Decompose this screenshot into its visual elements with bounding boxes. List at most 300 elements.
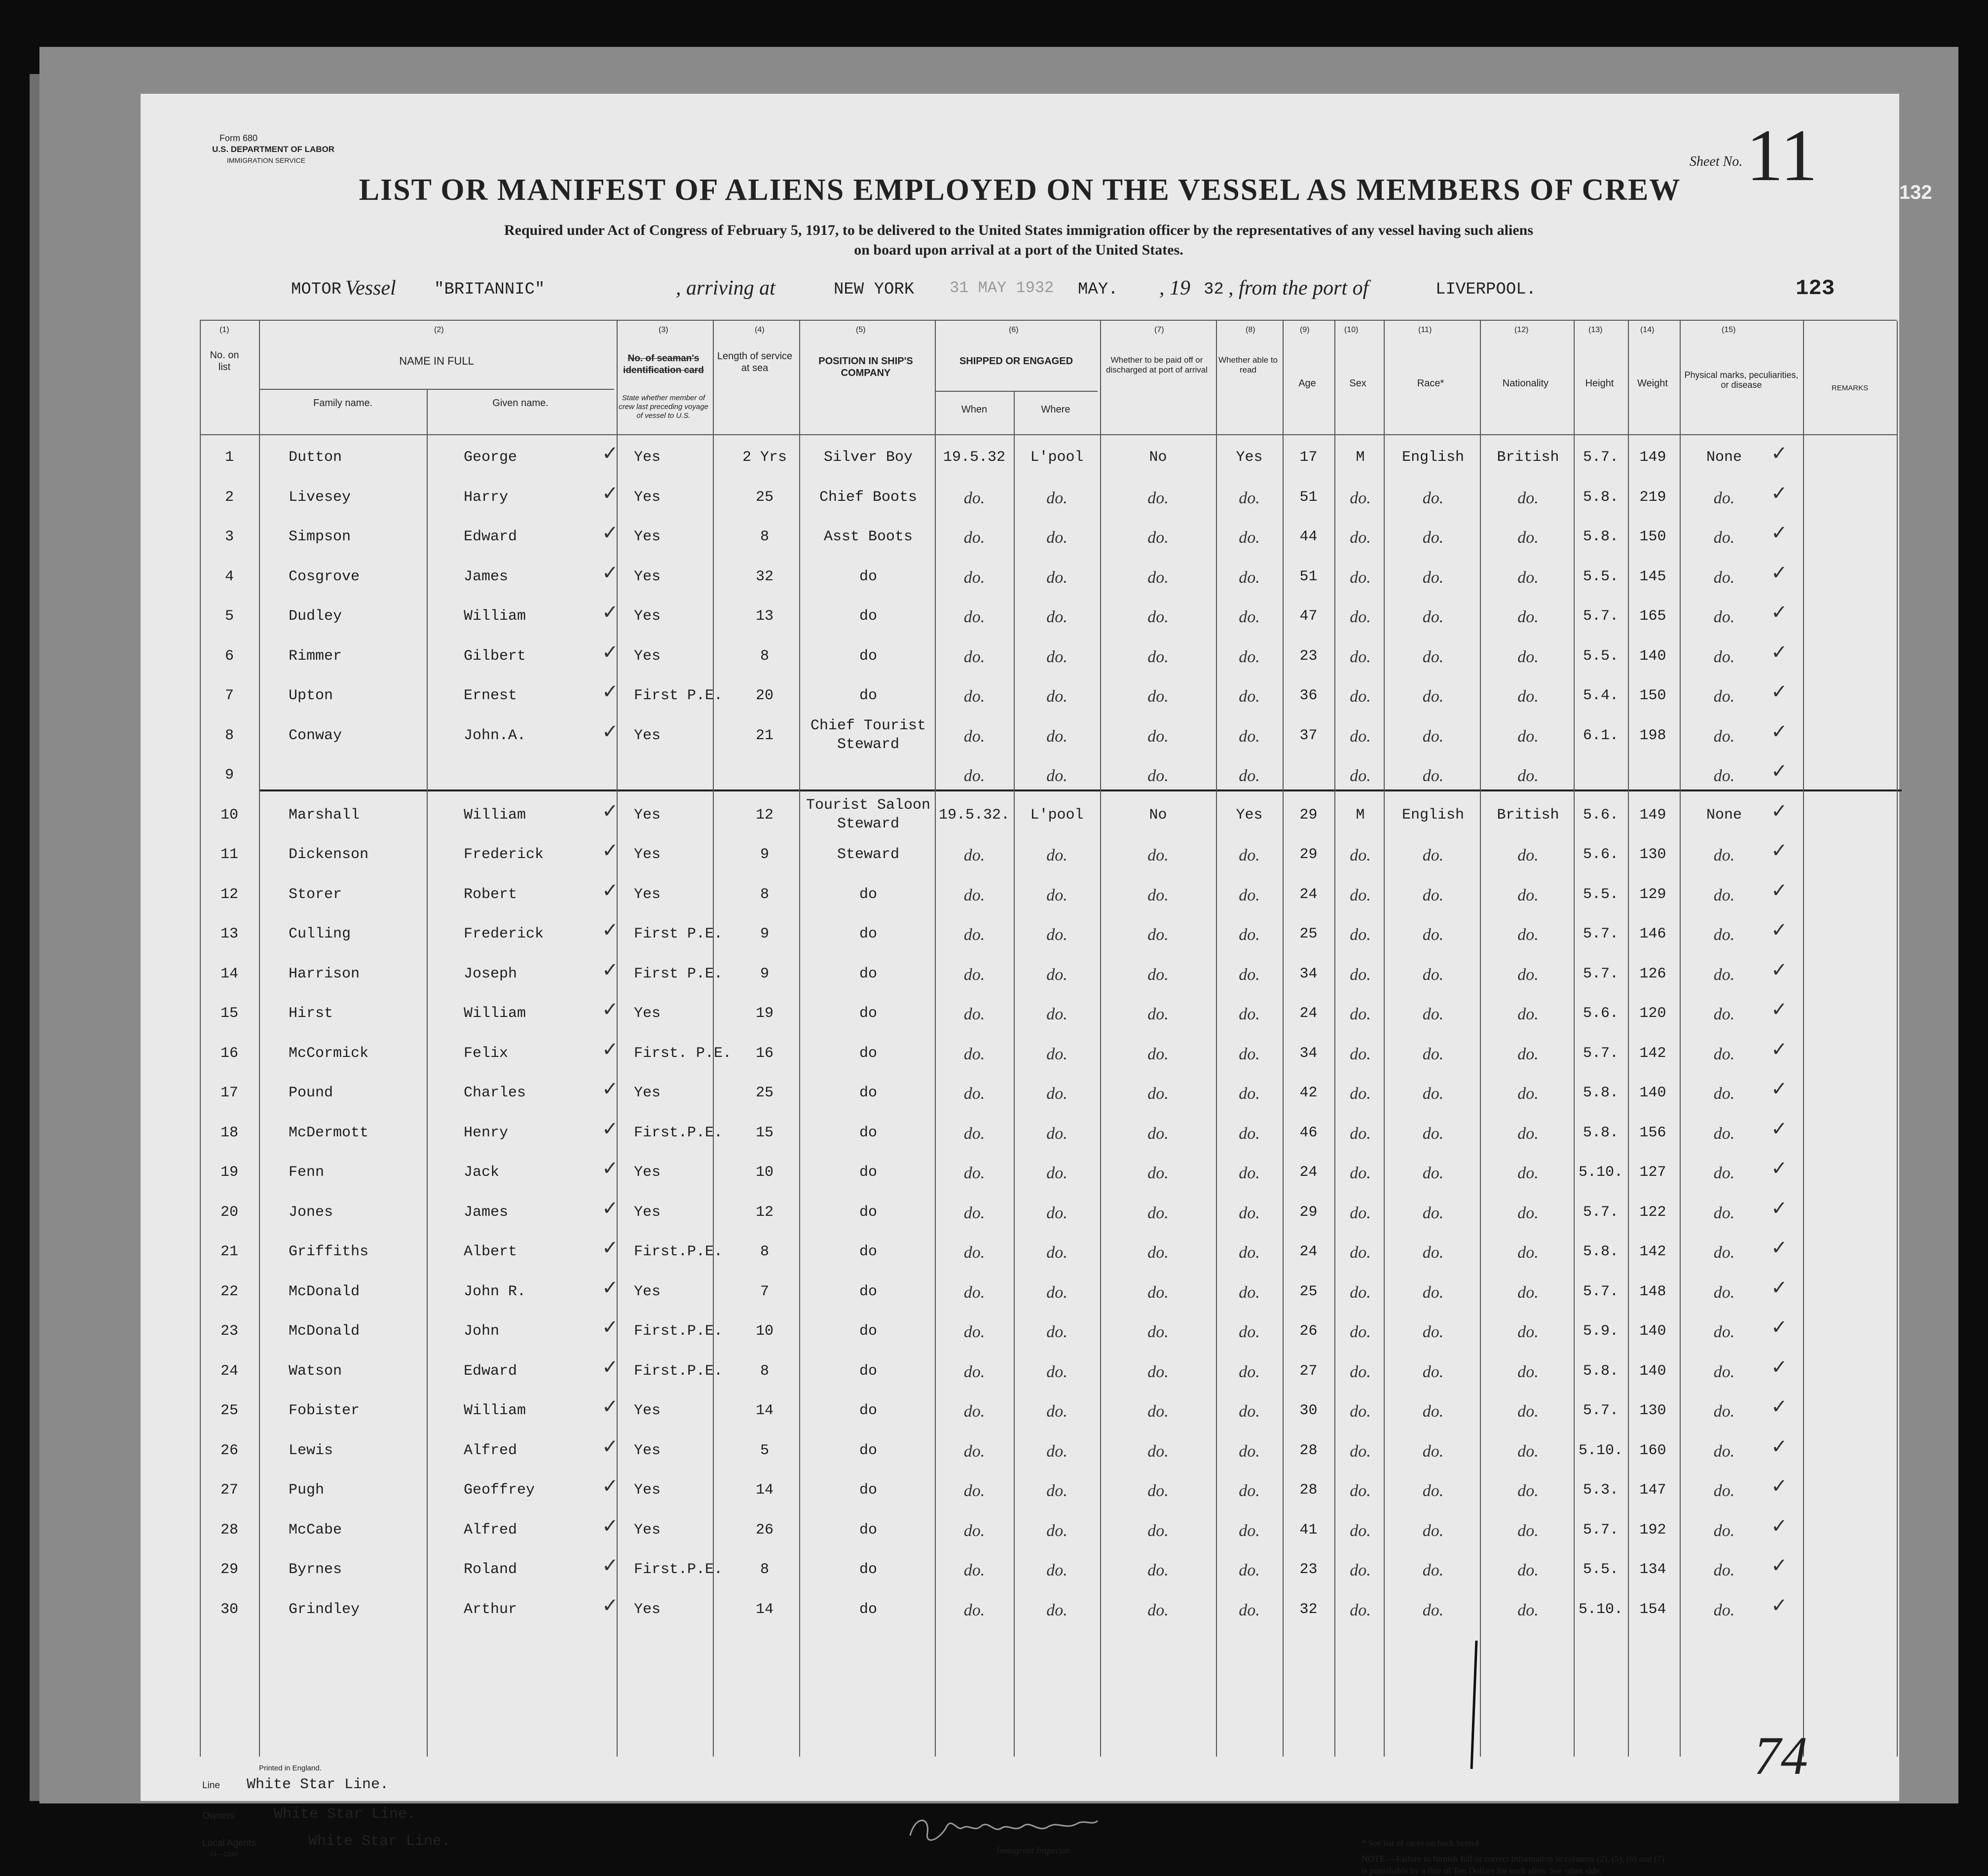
col-header-remarks: REMARKS [1831,384,1869,392]
row-12-read: do. [1239,886,1260,904]
row-20-given: James [464,1203,509,1221]
row-9-where: do. [1046,767,1068,785]
row-15-given: William [464,1005,526,1022]
column-rule [1216,321,1217,1757]
row-29-when: do. [963,1561,985,1579]
row-26-when: do. [963,1442,985,1461]
row-24-marks: do. [1713,1362,1735,1381]
check-mark-icon: ✓ [602,1475,619,1498]
row-21-weight: 142 [1639,1243,1666,1260]
row-30-paid: do. [1147,1601,1169,1619]
row-15-no: 15 [220,1005,238,1022]
check-mark-icon: ✓ [1771,1475,1788,1498]
row-11-service: 9 [760,846,769,863]
row-19-position: do [859,1164,877,1181]
row-30-sex: do. [1350,1601,1371,1619]
row-1-family: Dutton [289,449,342,466]
row-4-service: 32 [755,568,773,585]
row-18-family: McDermott [289,1124,369,1141]
row-11-given: Frederick [464,846,544,863]
row-26-no: 26 [220,1442,238,1459]
row-6-position: do [859,647,877,665]
row-5-height: 5.7. [1583,608,1619,625]
row-30-prev: Yes [634,1601,661,1618]
row-20-where: do. [1046,1203,1068,1222]
row-24-sex: do. [1350,1362,1371,1381]
row-4-height: 5.5. [1583,568,1619,585]
column-rule [259,321,260,1757]
row-18-where: do. [1046,1124,1068,1143]
row-16-marks: do. [1713,1045,1735,1063]
row-2-nat: do. [1517,488,1539,507]
col-header-read: Whether able to read [1218,355,1278,375]
row-15-age: 24 [1299,1005,1318,1022]
row-18-age: 46 [1299,1124,1318,1141]
check-mark-icon: ✓ [1771,680,1788,703]
row-13-age: 25 [1299,926,1318,942]
row-11-age: 29 [1299,846,1318,863]
row-1-paid: No [1149,449,1167,466]
row-5-no: 5 [224,608,234,625]
check-mark-icon: ✓ [602,919,619,941]
col-9-number: (9) [1300,326,1310,334]
check-mark-icon: ✓ [602,1276,619,1299]
row-22-paid: do. [1147,1283,1169,1302]
row-5-weight: 165 [1639,608,1666,625]
row-4-prev: Yes [634,568,661,585]
row-9-sex: do. [1350,767,1371,785]
row-11-race: do. [1422,846,1444,864]
row-27-read: do. [1239,1482,1260,1500]
row-13-family: Culling [289,926,351,942]
row-8-nat: do. [1517,727,1539,746]
check-mark-icon: ✓ [1771,601,1788,624]
check-mark-icon: ✓ [602,601,619,624]
row-18-given: Henry [464,1124,509,1141]
row-28-where: do. [1046,1521,1068,1540]
row-3-age: 44 [1299,528,1318,545]
arriving-label: , arriving at [676,277,775,300]
check-mark-icon: ✓ [602,1117,619,1140]
check-mark-icon: ✓ [602,1554,619,1577]
row-1-no: 1 [224,449,234,466]
row-16-where: do. [1046,1045,1068,1063]
row-21-family: Griffiths [289,1243,369,1260]
row-14-family: Harrison [289,965,360,982]
row-26-nat: do. [1517,1442,1539,1461]
check-mark-icon: ✓ [602,839,619,862]
check-mark-icon: ✓ [602,1237,619,1259]
row-12-sex: do. [1350,886,1371,904]
row-2-read: do. [1239,488,1260,507]
check-mark-icon: ✓ [602,1594,619,1617]
row-26-family: Lewis [289,1442,333,1459]
row-24-when: do. [963,1362,985,1381]
check-mark-icon: ✓ [1771,1316,1788,1339]
row-29-paid: do. [1147,1561,1169,1579]
row-18-sex: do. [1350,1124,1371,1143]
row-25-when: do. [963,1402,985,1421]
row-7-prev: First P.E. [634,687,723,704]
row-17-when: do. [963,1085,985,1103]
row-21-position: do [859,1243,877,1260]
row-18-height: 5.8. [1583,1124,1619,1141]
row-3-height: 5.8. [1583,528,1619,545]
row-14-prev: First P.E. [634,965,723,982]
check-mark-icon: ✓ [1771,522,1788,544]
line-label: Line [202,1780,220,1791]
row-26-height: 5.10. [1578,1442,1623,1459]
row-18-race: do. [1422,1124,1444,1143]
row-14-height: 5.7. [1583,965,1619,982]
row-13-where: do. [1046,926,1068,944]
row-22-prev: Yes [634,1283,661,1300]
row-27-race: do. [1422,1482,1444,1500]
row-7-age: 36 [1299,687,1318,704]
col-12-number: (12) [1514,326,1529,334]
arrival-month: MAY. [1078,280,1118,299]
sheet-number: 11 [1746,114,1818,196]
row-26-age: 28 [1299,1442,1318,1459]
row-21-paid: do. [1147,1243,1169,1262]
row-1-weight: 149 [1639,449,1666,466]
row-11-family: Dickenson [289,846,369,863]
inspector-label: Immigrant Inspector. [996,1845,1071,1855]
row-24-weight: 140 [1639,1362,1666,1380]
row-25-race: do. [1422,1402,1444,1421]
row-4-when: do. [963,568,985,587]
check-mark-icon: ✓ [602,799,619,823]
row-15-weight: 120 [1639,1005,1666,1022]
row-21-when: do. [963,1243,985,1262]
row-10-when: 19.5.32. [938,806,1010,824]
row-2-prev: Yes [634,488,661,506]
departure-port: LIVERPOOL. [1436,280,1537,299]
row-4-age: 51 [1299,568,1318,585]
row-14-race: do. [1422,965,1444,984]
row-30-family: Grindley [289,1601,360,1618]
row-10-paid: No [1149,806,1167,824]
row-26-position: do [859,1442,877,1459]
row-17-age: 42 [1299,1085,1318,1101]
row-24-no: 24 [220,1362,238,1380]
row-4-no: 4 [224,568,234,585]
row-18-prev: First.P.E. [634,1124,723,1141]
row-12-age: 24 [1299,886,1318,903]
col-header-age: Age [1298,378,1316,389]
row-4-nat: do. [1517,568,1539,587]
row-4-paid: do. [1147,568,1169,587]
row-16-age: 34 [1299,1045,1318,1062]
row-2-no: 2 [224,488,234,506]
row-3-marks: do. [1713,528,1735,547]
row-3-where: do. [1046,528,1068,547]
row-20-height: 5.7. [1583,1203,1619,1221]
row-26-sex: do. [1350,1442,1371,1461]
row-13-weight: 146 [1639,926,1666,942]
row-12-race: do. [1422,886,1444,904]
row-17-no: 17 [220,1085,238,1101]
column-rule [799,321,800,1757]
row-20-weight: 122 [1639,1203,1666,1221]
row-1-service: 2 Yrs [742,449,787,466]
check-mark-icon: ✓ [1771,1276,1788,1299]
row-10-position-line-2: Steward [837,815,900,832]
row-16-nat: do. [1517,1045,1539,1063]
check-mark-icon: ✓ [602,879,619,902]
row-5-sex: do. [1350,608,1371,626]
agents-value: White Star Line. [308,1833,451,1850]
row-20-marks: do. [1713,1203,1735,1222]
row-21-height: 5.8. [1583,1243,1619,1260]
row-16-weight: 142 [1639,1045,1666,1062]
row-27-weight: 147 [1639,1482,1666,1499]
check-mark-icon: ✓ [1771,561,1788,584]
row-15-height: 5.6. [1583,1005,1619,1022]
row-7-weight: 150 [1639,687,1666,704]
shipped-subheader-rule [935,391,1098,392]
row-21-prev: First.P.E. [634,1243,723,1260]
row-12-paid: do. [1147,886,1169,904]
row-7-no: 7 [224,687,234,704]
row-14-given: Joseph [464,965,517,982]
row-20-nat: do. [1517,1203,1539,1222]
col-header-id-card-struck: No. of seaman's identification card [623,353,704,375]
check-mark-icon: ✓ [1771,879,1788,902]
row-17-race: do. [1422,1085,1444,1103]
row-27-given: Geoffrey [464,1482,535,1499]
row-14-service: 9 [760,965,769,982]
row-29-position: do [859,1561,877,1578]
check-mark-icon: ✓ [602,1316,619,1339]
row-28-position: do [859,1521,877,1538]
name-subheader-rule [259,389,614,390]
row-20-service: 12 [755,1203,773,1221]
row-11-paid: do. [1147,846,1169,864]
row-9-nat: do. [1517,767,1539,785]
row-3-prev: Yes [634,528,661,545]
section-divider [259,789,1902,791]
row-28-service: 26 [755,1521,773,1538]
row-27-height: 5.3. [1583,1482,1619,1499]
arrival-year: 32 [1204,280,1224,299]
row-29-no: 29 [220,1561,238,1578]
row-1-where: L'pool [1030,449,1084,466]
row-10-race: English [1401,806,1465,824]
row-17-family: Pound [289,1085,333,1101]
row-6-given: Gilbert [464,647,526,665]
check-mark-icon: ✓ [1771,1514,1788,1538]
row-14-age: 34 [1299,965,1318,982]
check-mark-icon: ✓ [1771,1197,1788,1220]
row-20-read: do. [1239,1203,1260,1222]
row-21-marks: do. [1713,1243,1735,1262]
row-3-read: do. [1239,528,1260,547]
col-15-number: (15) [1722,326,1736,334]
row-15-paid: do. [1147,1005,1169,1023]
row-5-service: 13 [755,608,773,625]
col-header-no: No. on list [210,350,239,373]
row-30-when: do. [963,1601,985,1619]
vessel-name: "BRITANNIC" [434,280,545,299]
row-30-given: Arthur [464,1601,517,1618]
row-24-race: do. [1422,1362,1444,1381]
col-header-name: NAME IN FULL [399,355,474,367]
row-2-age: 51 [1299,488,1318,506]
row-20-sex: do. [1350,1203,1371,1222]
service-label: IMMIGRATION SERVICE [227,156,305,164]
row-12-when: do. [963,886,985,904]
row-5-marks: do. [1713,608,1735,626]
row-19-marks: do. [1713,1164,1735,1182]
row-19-family: Fenn [289,1164,325,1181]
manifest-sheet [141,94,1932,1876]
check-mark-icon: ✓ [602,561,619,584]
row-30-position: do [859,1601,877,1618]
row-18-marks: do. [1713,1124,1735,1143]
row-17-height: 5.8. [1583,1085,1619,1101]
row-24-prev: First.P.E. [634,1362,723,1380]
row-2-where: do. [1046,488,1068,507]
check-mark-icon: ✓ [1771,482,1788,505]
row-25-where: do. [1046,1402,1068,1421]
row-27-prev: Yes [634,1482,661,1499]
col-header-sex: Sex [1349,378,1366,389]
row-3-family: Simpson [289,528,351,545]
row-18-paid: do. [1147,1124,1169,1143]
col-header-prev-voyage: State whether member of crew last preceding voyage of vessel to U.S. [619,394,708,420]
column-rule [1897,321,1898,1757]
row-23-where: do. [1046,1323,1068,1341]
check-mark-icon: ✓ [602,1078,619,1100]
row-4-family: Cosgrove [289,568,360,585]
row-10-given: William [464,806,526,824]
row-3-sex: do. [1350,528,1371,547]
row-28-given: Alfred [464,1521,517,1538]
row-21-race: do. [1422,1243,1444,1262]
row-22-weight: 148 [1639,1283,1666,1300]
agents-code: 14—1240 [210,1850,238,1858]
row-13-race: do. [1422,926,1444,944]
row-22-no: 22 [220,1283,238,1300]
check-mark-icon: ✓ [602,482,619,505]
row-22-age: 25 [1299,1283,1318,1300]
row-26-service: 5 [760,1442,769,1459]
row-26-given: Alfred [464,1442,517,1459]
subtitle-line-1: Required under Act of Congress of February 5, 1917, to be delivered to the United States immigration officer by the representatives of any vessel having such aliens [504,222,1533,238]
col-header-where: Where [1041,404,1070,415]
row-27-service: 14 [755,1482,773,1499]
row-26-weight: 160 [1639,1442,1666,1459]
row-4-weight: 145 [1639,568,1666,585]
row-13-position: do [859,926,877,942]
check-mark-icon: ✓ [1771,1355,1788,1379]
row-23-weight: 140 [1639,1323,1666,1340]
row-28-weight: 192 [1639,1521,1666,1538]
check-mark-icon: ✓ [1771,1117,1788,1140]
row-17-marks: do. [1713,1085,1735,1103]
row-7-nat: do. [1517,687,1539,706]
check-mark-icon: ✓ [1771,760,1788,783]
row-11-position: Steward [837,846,900,863]
row-20-when: do. [963,1203,985,1222]
row-21-service: 8 [760,1243,769,1260]
row-9-paid: do. [1147,767,1169,785]
check-mark-icon: ✓ [1771,1078,1788,1100]
row-22-when: do. [963,1283,985,1302]
row-15-nat: do. [1517,1005,1539,1023]
check-mark-icon: ✓ [602,958,619,981]
row-8-weight: 198 [1639,727,1666,744]
row-4-race: do. [1422,568,1444,587]
row-22-service: 7 [760,1283,769,1300]
row-6-race: do. [1422,647,1444,666]
row-7-when: do. [963,687,985,706]
row-2-given: Harry [464,488,509,506]
row-24-where: do. [1046,1362,1068,1381]
year-prefix: , 19 [1159,277,1190,300]
col-header-service-length: Length of service at sea [717,351,793,374]
row-6-no: 6 [224,647,234,665]
row-27-when: do. [963,1482,985,1500]
pen-stroke-mark [1468,1638,1482,1771]
from-port-label: , from the port of [1228,277,1369,300]
row-25-nat: do. [1517,1402,1539,1421]
row-24-service: 8 [760,1362,769,1380]
check-mark-icon: ✓ [602,1197,619,1220]
check-mark-icon: ✓ [1771,799,1788,823]
row-19-weight: 127 [1639,1164,1666,1181]
row-15-service: 19 [755,1005,773,1022]
row-1-nat: British [1497,449,1559,466]
row-14-position: do [859,965,877,982]
row-16-height: 5.7. [1583,1045,1619,1062]
col-11-number: (11) [1418,326,1432,334]
row-5-read: do. [1239,608,1260,626]
date-stamp: 31 MAY 1932 [950,279,1054,297]
row-3-paid: do. [1147,528,1169,547]
row-30-marks: do. [1713,1601,1735,1619]
check-mark-icon: ✓ [602,1157,619,1180]
penalty-note-line-2: is punishable by a fine of Ten Dollars for each alien. See other side. [1362,1866,1602,1876]
row-8-where: do. [1046,727,1068,746]
row-5-when: do. [963,608,985,626]
row-16-when: do. [963,1045,985,1063]
row-21-read: do. [1239,1243,1260,1262]
row-19-height: 5.10. [1578,1164,1623,1181]
row-22-where: do. [1046,1283,1068,1302]
row-19-where: do. [1046,1164,1068,1182]
row-16-no: 16 [220,1045,238,1062]
row-12-weight: 129 [1639,886,1666,903]
row-6-read: do. [1239,647,1260,666]
row-25-marks: do. [1713,1402,1735,1421]
row-16-family: McCormick [289,1045,369,1062]
row-11-when: do. [963,846,985,864]
row-3-no: 3 [224,528,234,545]
row-29-where: do. [1046,1561,1068,1579]
row-24-given: Edward [464,1362,517,1380]
row-25-no: 25 [220,1402,238,1419]
row-19-given: Jack [464,1164,500,1181]
table-top-rule [200,320,1897,321]
row-6-prev: Yes [634,647,661,665]
row-8-no: 8 [224,727,234,744]
row-11-weight: 130 [1639,846,1666,863]
col-6-number: (6) [1009,326,1019,334]
check-mark-icon: ✓ [602,1395,619,1418]
row-5-race: do. [1422,608,1444,626]
